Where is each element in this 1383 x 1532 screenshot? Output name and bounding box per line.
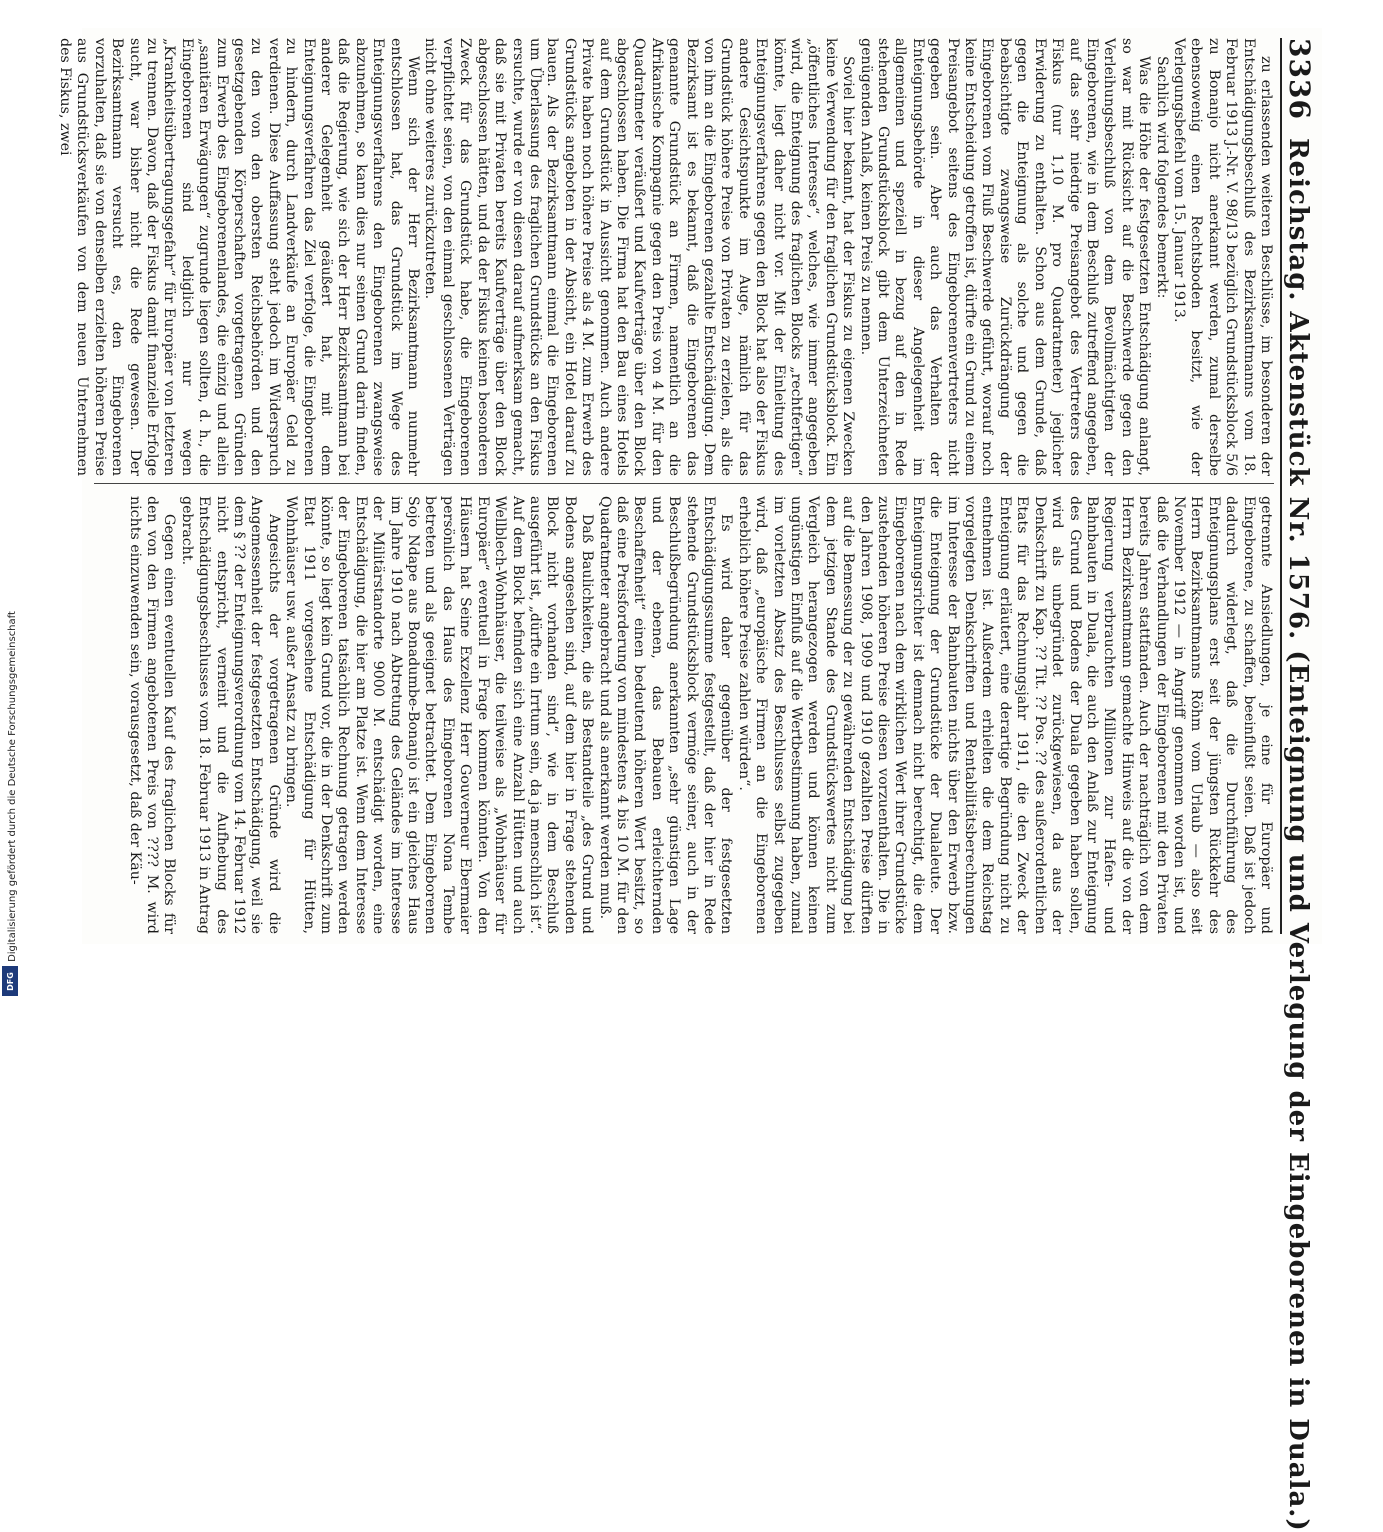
paragraph: Es wird daher gegenüber der festgesetzten Entschädigungssumme festgestellt, daß der hier in Rede stehende Grundstücksblock vermöge seiner, auch in der Beschlußbegründung anerkannten „sehr günstigen Lage und der ebenen, das Bebauen erleichternden Beschaffenheit“ einen bedeutend höheren Wert besitzt, so daß eine Preisforderung von mindestens 4 bis 10 M. für den Quadratmeter angebracht und als anerkannt werden muß. — [596, 496, 735, 934]
digitization-credit — [6, 606, 18, 966]
rotated-page-content — [56, 28, 1322, 1532]
document-page — [56, 28, 1322, 1532]
dfg-logo — [2, 966, 18, 996]
credit-text: Digitalisierung gefördert durch die Deutsche Forschungsgemeinschaft — [6, 610, 18, 962]
left-column — [56, 38, 1274, 476]
right-column — [125, 496, 1274, 934]
page-header — [1280, 38, 1316, 1532]
paragraph: Soviel hier bekannt, hat der Fiskus zu eigenen Zwecken keine Verwendung für den fraglichen Grundstücksblock. Ein „öffentliches Interesse“, welches, wie immer angegeben wird, die Enteignung des fraglichen Blocks „rechtfertigen“ könnte, liegt daher nicht vor. Mit der Einleitung des Enteignungsverfahrens gegen den Block hat also der Fiskus andere Gesichtspunkte im Auge, nämlich für das Grundstück höhere Preise von Privaten zu erzielen, als die von ihm an die Eingeborenen gezahlte Entschädigung. Dem Bezirksamt ist es bekannt, daß die Eingeborenen das genannte Grundstück an Firmen, namentlich an die Afrikanische Kompagnie gegen den Preis von 4 M. für den Quadratmeter veräußert und Kaufverträge über den Block abgeschlossen haben. Die Firma hat den Bau eines Hotels auf dem Grundstück in Aussicht genommen. Auch andere Private haben noch höhere Preise als 4 M. zum Erwerb des Grundstücks angeboten in der Absicht, ein Hotel darauf zu bauen. Als der Bezirksamtmann einmal die Eingeborenen um Überlassung des fraglichen Grundstücks an den Fiskus ersuchte, wurde er von diesen darauf aufmerksam gemacht, daß sie mit Privaten bereits Kaufverträge über den Block abgeschlossen hätten, und da der Fiskus keinen besonderen Zweck für das Grundstück habe, die Eingeborenen verpflichtet seien, von den einmal geschlossenen Verträgen nicht ohne weiteres zurückzutreten. — [422, 38, 857, 476]
paragraph: getrennte Ansiedlungen, je eine für Europäer und Eingeborene, zu schaffen, beeinflußt seien. Daß ist jedoch dadurch widerlegt, daß die Durchführung des Enteignungsplans erst seit der jüngsten Rückkehr des Herrn Bezirksamtmanns Röhm vom Urlaub — also seit November 1912 — in Angriff genommen worden ist, und daß die Verhandlungen der Eingeborenen mit den Privaten bereits Jahren stattfanden. Auch der nachträglich von dem Herrn Bezirksamtmann gemachte Hinweis auf die von der Regierung verbrauchten Millionen zur Hafen- und Bahnbauten in Duala, die auch den Anlaß zur Enteignung des Grund und Bodens der Duala gegeben haben sollen, wird als unbegründet zurückgewiesen, da aus der Denkschrift zu Kap. ?? Tit. ?? Pos. ?? des außerordentlichen Etats für das Rechnungsjahr 1911, die den Zweck der Enteignung erläutert, eine derartige Begründung nicht zu entnehmen ist. Außerdem erhielten die dem Reichstag vorgelegten Denkschriften und Rentabilitätsberechnungen im Interesse der Bahnbauten nichts über den Erwerb bzw. die Enteignung der Grundstücke der Dualaleute. Der Enteignungsrichter ist demnach nicht berechtigt, die dem Eingeborenen nach dem wirklichen Wert ihrer Grundstücke zustehenden höheren Preise diesen vorzuenthalten. Die in den Jahren 1908, 1909 und 1910 gezahlten Preise dürften auf die Bemessung der zu gewährenden Entschädigung bei dem jetzigen Stande des Grundstückswertes nicht zum Vergleich herangezogen werden und können keinen ungünstigen Einfluß auf die Wertbestimmung haben, zumal im vorletzten Absatz des Beschlusses selbst zugegeben wird, daß „europäische Firmen an die Eingeborenen erheblich höhere Preise zahlen würden“. — [735, 496, 1274, 934]
dfg-logo-text: DFG — [5, 971, 15, 991]
paragraph: Daß Baulichkeiten, die als Bestandteile „des Grund und Bodens angesehen sind, auf dem hier in Frage stehenden Block nicht vorhanden sind“, wie in dem Beschluß ausgeführt ist, „dürfte ein Irrtum sein, da ja menschlich ist“. Auf dem Block befinden sich eine Anzahl Hütten und auch Wellblech-Wohnhäuser, die teilweise als „Wohnhäuser für Europäer“ eventuell in Frage kommen könnten. Von den Häusern hat Seine Exzellenz Herr Gouverneur Ebermaier persönlich das Haus des Eingeborenen Nona Tembe betreten und als geeignet betrachtet. Dem Eingeborenen Sojo Ndape aus Bonadumbe-Bonanjo ist ein gleiches Haus im Jahre 1910 nach Abtretung des Geländes im Interesse der Militärstandorte 9000 M. entschädigt worden, eine Entschädigung, die hier am Platze ist. Wenn dem Interesse der Eingeborenen tatsächlich Rechnung getragen werden könnte, so liegt kein Grund vor, die in der Denkschrift zum Etat 1911 vorgesehene Entschädigung für Hütten, Wohnhäuser usw. außer Ansatz zu bringen. — [283, 496, 596, 934]
page-title: Reichstag. Aktenstück Nr. 1576. (Enteignung und Verlegung der Eingeborenen in Duala.) — [1283, 137, 1313, 1532]
paragraph: Was die Höhe der festgesetzten Entschädigung anlangt, so war mit Rücksicht auf die Beschwerde gegen den Verleihungsbeschluß von dem Bevollmächtigten der Eingeborenen, wie in dem Beschluß zutreffend angegeben, auf das sehr niedrige Preisangebot des Vertreters des Fiskus (nur 1,10 M. pro Quadratmeter) jeglicher Erwiderung zu enthalten. Schon aus dem Grunde, daß gegen die Enteignung als solche und gegen die beabsichtigte zwangsweise Zurückdrängung der Eingeborenen vom Fluß Beschwerde geführt, worauf noch keine Entscheidung getroffen ist, dürfte ein Grund zu einem Preisangebot seitens des Eingeborenenvertreters nicht gegeben sein. Aber auch das Verhalten der Enteignungsbehörde in dieser Angelegenheit im allgemeinen und speziell in bezug auf den in Rede stehenden Grundstücksblock gibt dem Unterzeichneten genügenden Anlaß, keinen Preis zu nennen. — [857, 38, 1153, 476]
paragraph: Wenn sich der Herr Bezirksamtmann nunmehr entschlossen hat, das Grundstück im Wege des Enteignungsverfahrens den Eingeborenen zwangsweise abzunehmen, so kann dies nur seinen Grund darin finden, daß die Regierung, wie sich der Herr Bezirksamtmann bei anderer Gelegenheit geäußert hat, mit dem Enteignungsverfahren das Ziel verfolge, die Eingeborenen zu hindern, durch Landverkäufe an Europäer Geld zu verdienen. Diese Auffassung steht jedoch im Widerspruch zu den von den obersten Reichsbehörden und den gesetzgebenden Körperschaften vorgetragenen Gründen zum Erwerb des Eingeborenenlandes, die einzig und allein „sanitären Erwägungen“ zugrunde liegen sollten, d. h., die Eingeborenen sind lediglich nur wegen „Krankheitsübertragungsgefahr“ für Europäer von letzteren zu trennen. Davon, daß der Fiskus damit finanzielle Erfolge sucht, war bisher nicht die Rede gewesen. Der Bezirksamtmann versucht es, den Eingeborenen vorzuhalten, daß sie von denselben erzielten höheren Preise aus Grundstücksverkäufen von dem neuen Unternehmen des Fiskus, zwei — [56, 38, 422, 476]
page-number: 3336 — [1283, 38, 1316, 120]
paragraph: Angesichts der vorgetragenen Gründe wird die Angemessenheit der festgesetzten Entschädigung, weil sie dem § ?? der Enteignungsverordnung vom 14. Februar 1912 nicht entspricht, verneint und die Aufhebung des Entschädigungsbeschlusses vom 18. Februar 1913 in Antrag gebracht. — [178, 496, 282, 934]
paragraph: Sachlich wird folgendes bemerkt: — [1153, 56, 1170, 299]
column-divider — [94, 483, 1274, 484]
paragraph: zu erlassenden weiteren Beschlüsse, im besonderen der Entschädigungsbeschluß des Bezirksamtmanns vom 18. Februar 1913 J.-Nr. V. 98/13 bezüglich Grundstücksblock 5/6 zu Bonanjo nicht anerkannt werden, zumal derselbe ebensowenig einen Rechtsboden besitzt, wie der Verlegungsbefehl vom 15. Januar 1913. — [1170, 38, 1274, 476]
paragraph: Gegen einen eventuellen Kauf des fraglichen Blocks für den von den Firmen angebotenen Preis von ???? M. wird nichts einzuwenden sein, vorausgesetzt, daß der Käu- — [126, 496, 178, 934]
